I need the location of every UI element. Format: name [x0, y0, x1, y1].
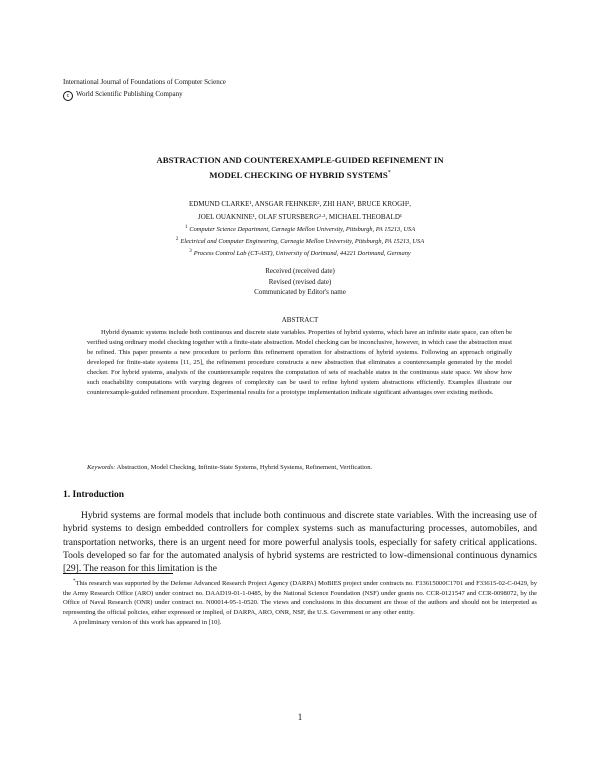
journal-header [63, 76, 226, 101]
footnote-mark: * [73, 579, 76, 584]
author-list [60, 198, 540, 224]
affiliation-mark: 2 [175, 237, 179, 243]
abstract-body [87, 328, 512, 398]
communicated-by: Communicated by Editor's name [254, 288, 346, 296]
affiliation-text: Process Control Lab (CT-AST), University of Dortmund, 44221 Dortmund, Germany [193, 250, 411, 258]
affiliation-2 [60, 235, 540, 247]
abstract-heading: ABSTRACT [281, 316, 319, 324]
publisher-line [63, 88, 226, 101]
section-heading: 1. Introduction [63, 490, 125, 500]
affiliations [60, 223, 540, 259]
received-block [60, 266, 540, 298]
affiliation-text: Computer Science Department, Carnegie Mellon University, Pittsburgh, PA 15213, USA [189, 226, 416, 234]
footnote-rule [63, 573, 173, 574]
section-body [63, 510, 537, 576]
affiliation-mark: 3 [189, 249, 192, 255]
keywords [87, 463, 512, 473]
journal-name: International Journal of Foundations of Computer Science [63, 78, 226, 86]
affiliation-text: Electrical and Computer Engineering, Carnegie Mellon University, Pittsburgh, PA 15213, USA [180, 238, 425, 246]
received-date: Received (received date) [265, 267, 335, 275]
authors-line-2: JOEL OUAKNINE¹, OLAF STURSBERG²·³, MICHAEL THEOBALD¹ [198, 213, 402, 221]
title-footnote-mark: * [387, 170, 391, 176]
footnotes [63, 577, 537, 627]
paper-title [60, 154, 540, 182]
title-line-2: MODEL CHECKING OF HYBRID SYSTEMS [209, 169, 388, 180]
affiliation-mark: 1 [184, 225, 188, 230]
publisher-name: World Scientific Publishing Company [76, 90, 183, 98]
page-number: 1 [297, 712, 303, 722]
revised-date: Revised (revised date) [268, 277, 332, 286]
intro-paragraph: Hybrid systems are formal models that include both continuous and discrete state variables. With the increasing use of hybrid systems to design embedded controllers for complex systems such as manufacturing processes, automobiles, and transportation networks, there is an urgent need for more powerful analysis tools, especially for safety critical applications. Tools developed so far for the automated analysis of hybrid systems are restricted to low-dimensional continuous dynamics [29]. The reason for this limitation is the [63, 511, 537, 575]
affiliation-3 [60, 247, 540, 259]
copyright-icon: c [63, 91, 73, 101]
title-line-1: ABSTRACTION AND COUNTEREXAMPLE-GUIDED REFINEMENT IN [156, 155, 444, 165]
footnote-text: This research was supported by the Defense Advanced Research Project Agency (DARPA) MoBIES project under contracts no. F33615000C1701 and F33615-02-C-0429, by the Army Research Office (ARO) under contract no. DAAD19-01-1-0485, by the National Science Foundation (NSF) under grants no. CCR-0121547 and CCR-0098072, by the Office of Naval Research (ONR) under contract no. N00014-95-1-0520. The views and conclusions in this document are those of the authors and should not be interpreted as representing the official policies, either expressed or implied, of DARPA, ARO, ONR, NSF, the U.S. Government or any other entity. [63, 580, 537, 616]
affiliation-1 [60, 223, 540, 235]
keywords-text: Abstraction, Model Checking, Infinite-State Systems, Hybrid Systems, Refinement, Verification. [116, 464, 373, 471]
footnote-2: A preliminary version of this work has appeared in [10]. [73, 618, 222, 626]
abstract-text: Hybrid dynamic systems include both continuous and discrete state variables. Properties of hybrid systems, which have an infinite state space, can often be verified using ordinary model checking together with a finite-state abstraction. Model checking can be inconclusive, however, in which case the abstraction must be refined. This paper presents a new procedure to perform this refinement operation for abstractions of hybrid systems. Following an approach originally developed for finite-state systems [11, 25], the refinement procedure constructs a new abstraction that eliminates a counterexample generated by the model checker. For hybrid systems, analysis of the counterexample requires the computation of sets of reachable states in the continuous state space. We show how such reachability computations with varying degrees of complexity can be used to refine hybrid system abstractions efficiently. Examples illustrate our counterexample-guided refinement procedure. Experimental results for a prototype implementation indicate significant advantages over existing methods. [87, 329, 512, 396]
authors-line-1: EDMUND CLARKE¹, ANSGAR FEHNKER², ZHI HAN², BRUCE KROGH², [188, 200, 412, 208]
keywords-label: Keywords: [87, 464, 116, 471]
footnote-1 [63, 577, 537, 618]
